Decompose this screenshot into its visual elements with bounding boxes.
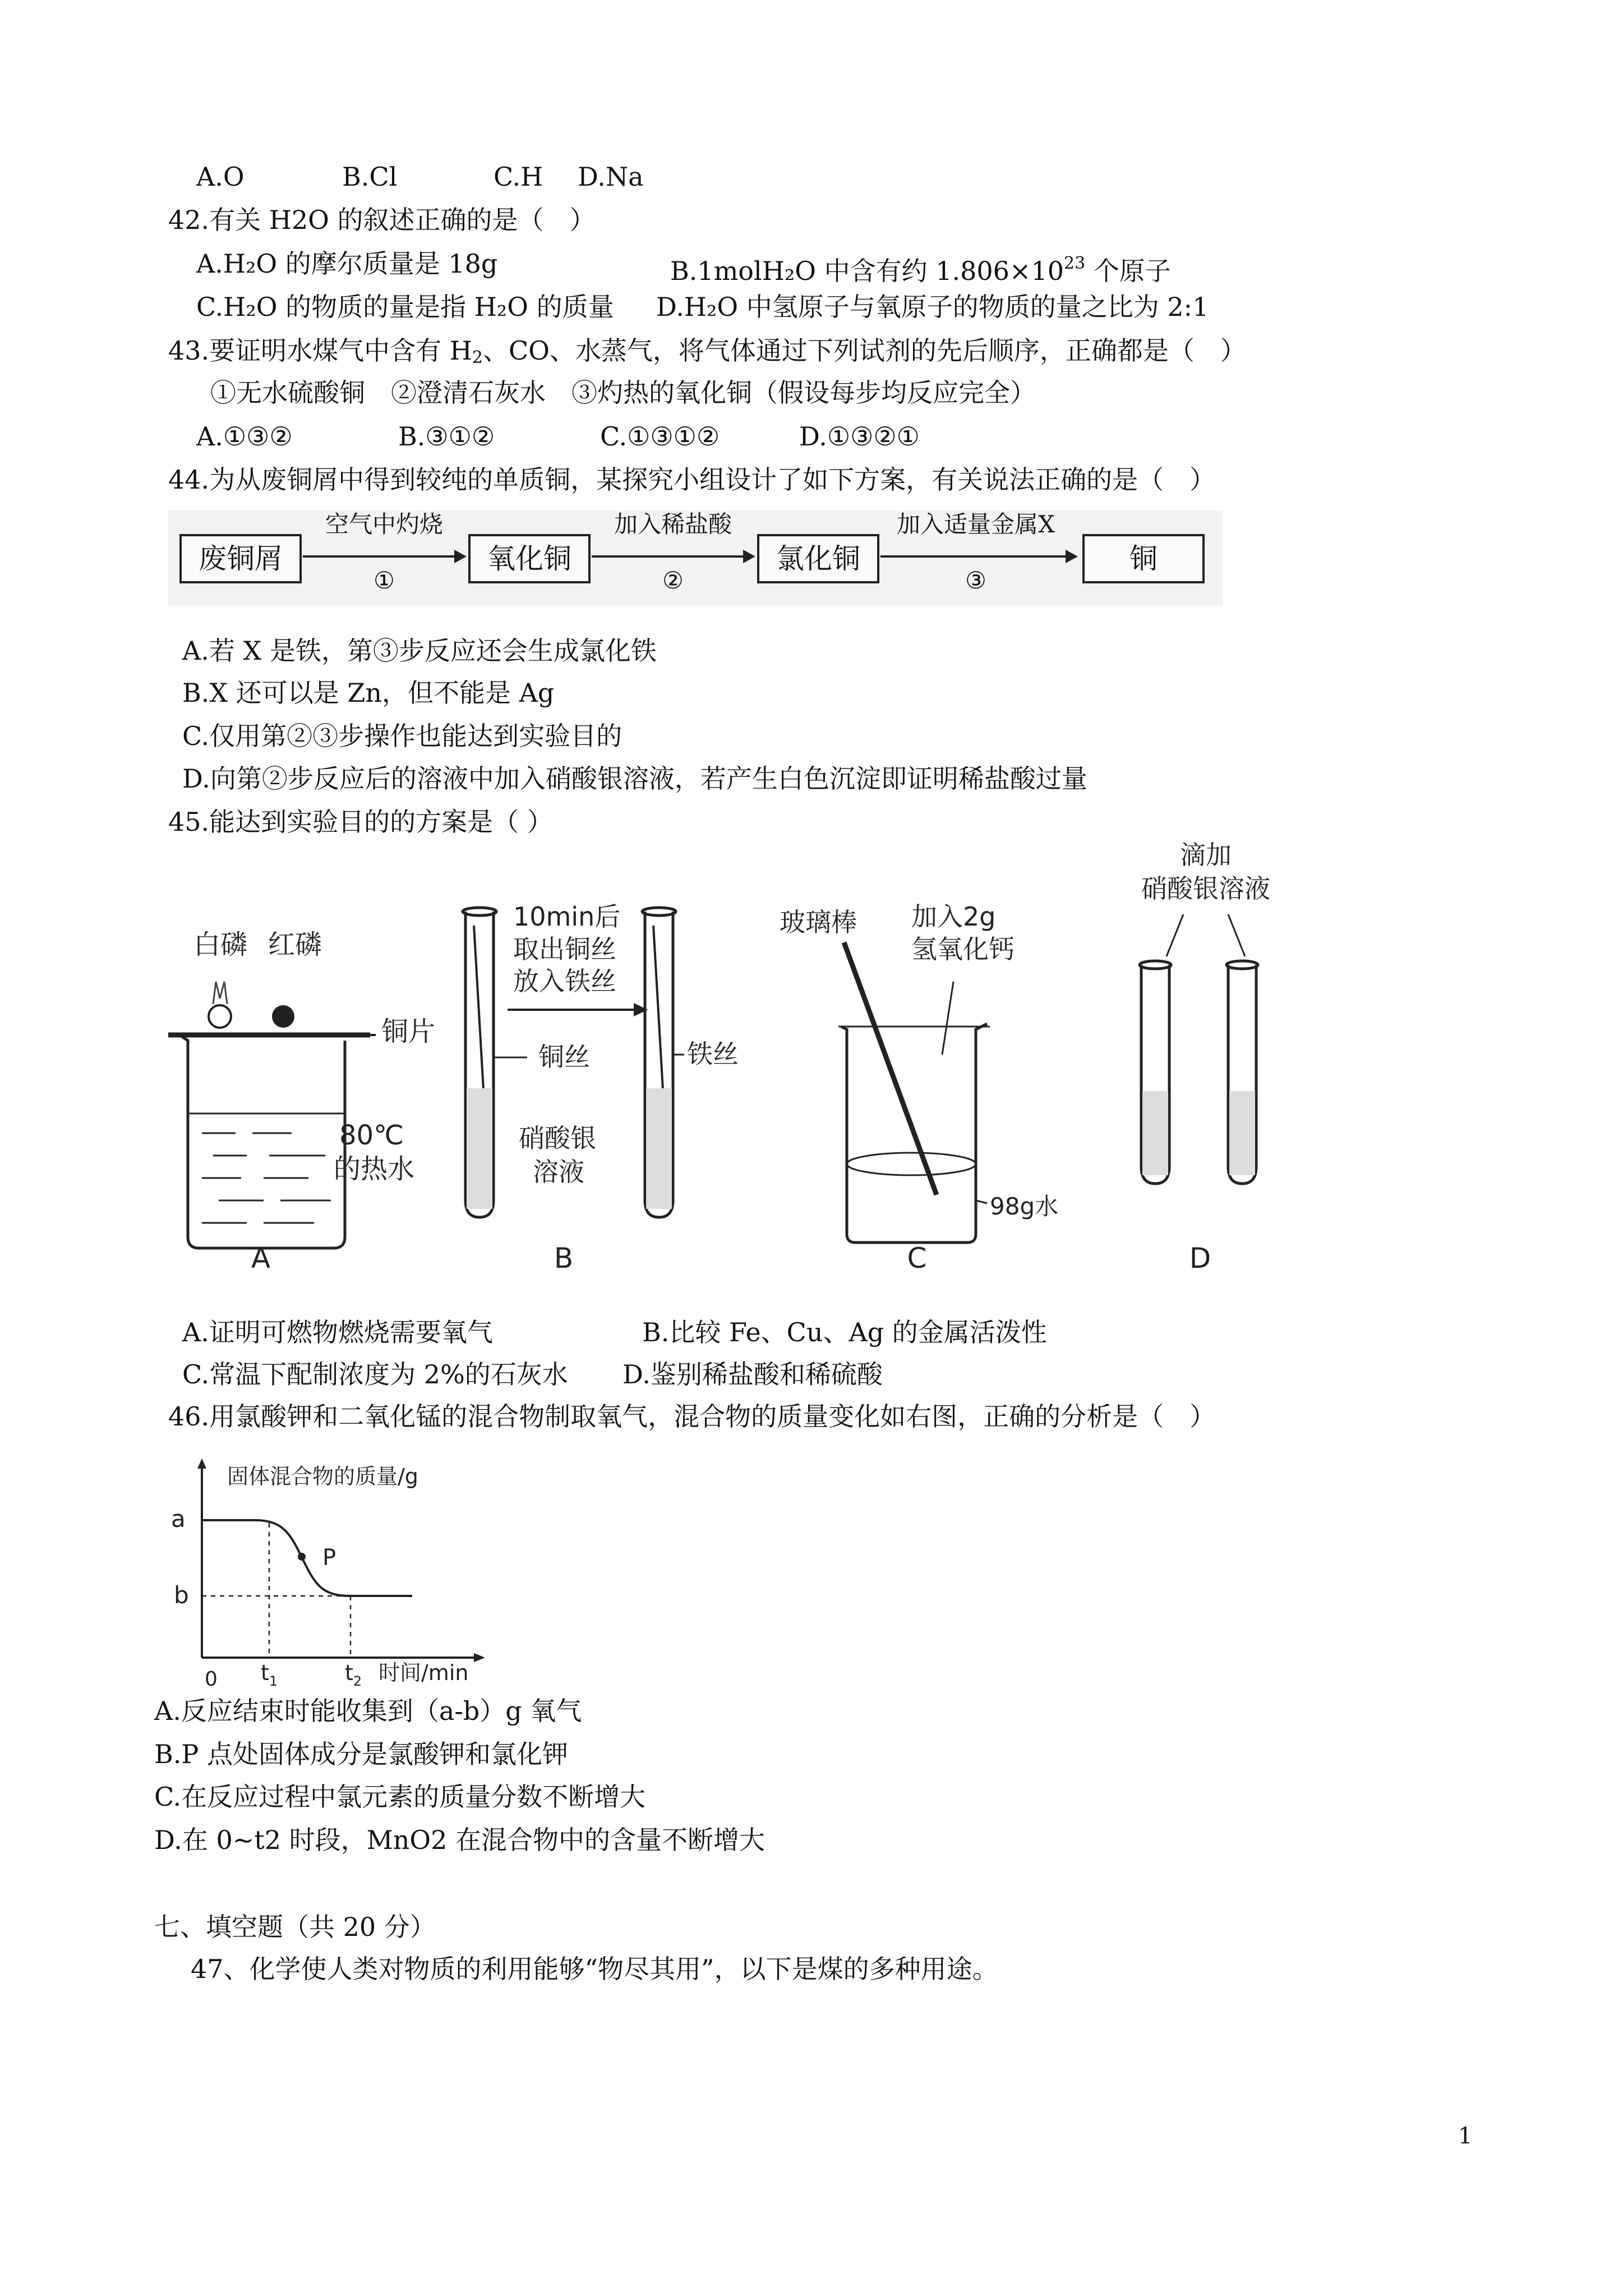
fig-a-copper-label: 铜片 xyxy=(381,1016,436,1047)
graph-xlabel: 时间/min xyxy=(379,1660,469,1685)
q46-stem: 46.用氯酸钾和二氧化锰的混合物制取氧气，混合物的质量变化如右图，正确的分析是（ ） xyxy=(168,1401,1216,1432)
fig-b-solution-label-1: 硝酸银 xyxy=(519,1123,596,1153)
graph-p-label: P xyxy=(322,1545,336,1571)
flow-arrow1 xyxy=(303,555,460,558)
fig-c-label: C xyxy=(907,1242,927,1274)
graph-t2-label: $t_2$ xyxy=(345,1660,362,1688)
fig-b-note-1: 10min后 xyxy=(513,901,621,932)
q42-option-c: C.H₂O 的物质的量是指 H₂O 的质量 xyxy=(196,292,614,322)
q45-stem: 45.能达到实验目的的方案是（ ） xyxy=(168,807,553,837)
fig-c-water-label: 98g水 xyxy=(990,1193,1059,1220)
q46-option-c: C.在反应过程中氯元素的质量分数不断增大 xyxy=(154,1782,646,1812)
q45-option-a: A.证明可燃物燃烧需要氧气 xyxy=(182,1317,493,1347)
red-phosphorus xyxy=(272,1005,294,1028)
fig-b-solution-right xyxy=(646,1088,672,1209)
section7-title: 七、填空题（共 20 分） xyxy=(154,1912,436,1942)
flow-arrow2 xyxy=(592,555,749,558)
white-phosphorus xyxy=(209,1005,231,1028)
q41-option-b: B.Cl xyxy=(342,162,398,192)
flow-step1: ① xyxy=(374,567,395,594)
q42-stem: 42.有关 H2O 的叙述正确的是（ ） xyxy=(168,205,596,235)
flow-arrow3-head xyxy=(1066,550,1078,563)
q43-stem-suffix: 、CO、水蒸气，将气体通过下列试剂的先后顺序，正确都是（ ） xyxy=(483,335,1246,366)
q46-option-d: D.在 0~t2 时段，MnO2 在混合物中的含量不断增大 xyxy=(154,1825,765,1855)
q43-stem-subscript: 2 xyxy=(472,348,483,367)
flow-box-copper-chloride: 氯化铜 xyxy=(757,534,879,583)
q43-option-b: B.③①② xyxy=(398,421,495,452)
q42-option-b-suffix: 个原子 xyxy=(1085,256,1171,286)
graph-b-label: b xyxy=(174,1581,189,1609)
q46-option-a: A.反应结束时能收集到（a-b）g 氧气 xyxy=(154,1696,582,1726)
q43-stem-text: 43.要证明水煤气中含有 H xyxy=(168,335,472,366)
q42-option-b-text: B.1molH₂O 中含有约 1.806×10 xyxy=(670,256,1064,286)
q43-reagents: ①无水硫酸铜 ②澄清石灰水 ③灼热的氧化铜（假设每步均反应完全） xyxy=(210,378,1036,408)
q43-option-a: A.①③② xyxy=(196,421,293,452)
fig-b-iron-wire-label: 铁丝 xyxy=(687,1039,739,1069)
q43-option-c: C.①③①② xyxy=(600,421,720,452)
q42-option-a: A.H₂O 的摩尔质量是 18g xyxy=(196,249,498,279)
fig-a-water-label-1: 80℃ xyxy=(339,1120,404,1151)
x-axis-arrow xyxy=(474,1653,485,1662)
q46-graph xyxy=(157,1453,662,1688)
graph-origin-label: 0 xyxy=(205,1668,218,1688)
fig-d-label: D xyxy=(1189,1242,1211,1274)
mass-curve xyxy=(202,1520,412,1596)
q45-option-b: B.比较 Fe、Cu、Ag 的金属活泼性 xyxy=(642,1317,1047,1347)
q44-stem: 44.为从废铜屑中得到较纯的单质铜，某探究小组设计了如下方案，有关说法正确的是（ ） xyxy=(168,464,1216,495)
q41-option-c: C.H xyxy=(494,162,543,192)
fig-c-rod-label: 玻璃棒 xyxy=(780,907,857,937)
fig-a-water-label-2: 的热水 xyxy=(334,1153,415,1185)
q41-option-a: A.O xyxy=(196,162,245,192)
q41-options xyxy=(196,160,644,194)
fig-b-note-2: 取出铜丝 xyxy=(513,934,616,964)
q46-option-b: B.P 点处固体成分是氯酸钾和氯化钾 xyxy=(154,1739,568,1769)
fig-c-beaker xyxy=(838,942,990,1243)
point-p xyxy=(298,1553,306,1561)
flow-step2: ② xyxy=(662,567,684,594)
flow-step3: ③ xyxy=(965,567,986,594)
q44-option-d: D.向第②步反应后的溶液中加入硝酸银溶液，若产生白色沉淀即证明稀盐酸过量 xyxy=(182,763,1087,794)
q47-stem: 47、化学使人类对物质的利用能够“物尽其用”，以下是煤的多种用途。 xyxy=(191,1954,998,1984)
fig-c-add-label-2: 氢氧化钙 xyxy=(911,934,1015,964)
q45-figures xyxy=(0,841,1623,1301)
flow-box-copper: 铜 xyxy=(1082,534,1205,583)
fig-d-drop-label-2: 硝酸银溶液 xyxy=(1141,873,1270,904)
q44-flowchart xyxy=(168,510,1223,606)
fig-b-solution-left xyxy=(467,1088,492,1209)
y-axis-arrow xyxy=(197,1458,206,1469)
q41-option-d: D.Na xyxy=(578,162,644,192)
fig-b-solution-label-2: 溶液 xyxy=(533,1157,584,1187)
q45-option-d: D.鉴别稀盐酸和稀硫酸 xyxy=(623,1359,883,1389)
fig-a-label: A xyxy=(251,1242,271,1274)
page-number: 1 xyxy=(1458,2123,1473,2149)
flow-arrow1-head xyxy=(454,550,467,563)
flow-arrow3-label: 加入适量金属X xyxy=(897,510,1055,538)
fig-d-liquid-right xyxy=(1229,1091,1255,1175)
q44-option-c: C.仅用第②③步操作也能达到实验目的 xyxy=(182,721,623,751)
fig-d-liquid-left xyxy=(1142,1091,1168,1175)
graph-ylabel: 固体混合物的质量/g xyxy=(227,1464,418,1489)
q44-option-b: B.X 还可以是 Zn，但不能是 Ag xyxy=(182,678,555,708)
flow-arrow1-label: 空气中灼烧 xyxy=(325,510,443,538)
flow-box-copper-oxide: 氧化铜 xyxy=(468,534,591,583)
q45-option-c: C.常温下配制浓度为 2%的石灰水 xyxy=(182,1359,568,1389)
fig-c-add-label-1: 加入2g xyxy=(911,901,996,932)
graph-a-label: a xyxy=(171,1505,186,1533)
q44-option-a: A.若 X 是铁，第③步反应还会生成氯化铁 xyxy=(182,636,657,666)
flame-icon xyxy=(213,982,227,1004)
q42-option-b xyxy=(670,247,1171,288)
flow-arrow2-head xyxy=(743,550,755,563)
flow-box-waste-copper: 废铜屑 xyxy=(179,534,302,583)
fig-a-white-p-label: 白磷 xyxy=(193,929,248,960)
q43-stem xyxy=(168,334,1246,375)
flow-arrow2-label: 加入稀盐酸 xyxy=(614,510,732,538)
q42-option-b-exponent: 23 xyxy=(1064,254,1086,273)
fig-b-note-3: 放入铁丝 xyxy=(513,966,616,996)
fig-d-drop-label-1: 滴加 xyxy=(1180,841,1232,870)
graph-t1-label: $t_1$ xyxy=(261,1660,278,1688)
fig-a-red-p-label: 红磷 xyxy=(268,929,322,960)
fig-b-label: B xyxy=(554,1242,574,1274)
fig-b-copper-wire-label: 铜丝 xyxy=(538,1042,590,1072)
flow-arrow3 xyxy=(880,555,1071,558)
q43-options xyxy=(196,420,920,453)
q42-option-d: D.H₂O 中氢原子与氧原子的物质的量之比为 2:1 xyxy=(656,292,1209,322)
q43-option-d: D.①③②① xyxy=(799,421,920,452)
